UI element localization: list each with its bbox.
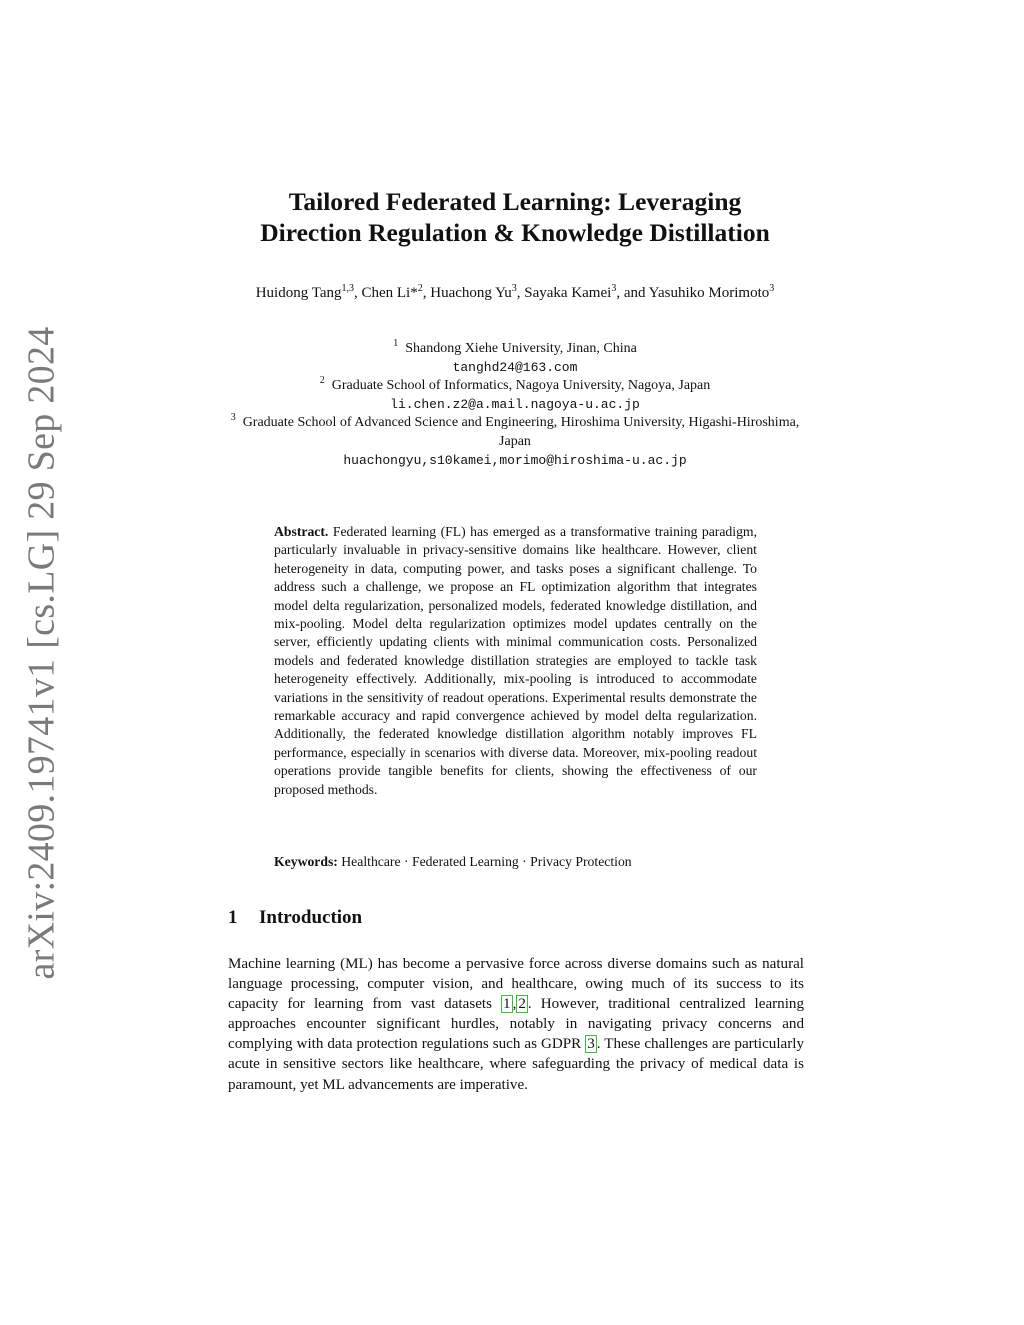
author-affiliation-mark: 2 (417, 283, 423, 294)
paper-title (200, 186, 830, 248)
citation-number: 3 (587, 1036, 595, 1053)
affiliation-1 (228, 340, 802, 359)
citation-link[interactable] (585, 1035, 597, 1053)
author-name: Chen Li* (361, 285, 418, 301)
author-name: Yasuhiko Morimoto (648, 285, 770, 301)
intro-text: . These challenges are particularly acute in sensitive sectors like healthcare, where safeguarding the privacy of medical data is paramount, yet ML advancements are imperative. (228, 1036, 805, 1093)
citation-link[interactable] (501, 995, 513, 1013)
author-affiliation-mark: 1,3 (341, 283, 354, 294)
affiliation-name: Shandong Xiehe University, Jinan, China (405, 341, 637, 356)
citation-separator: , (512, 996, 517, 1013)
author-separator: , and (616, 285, 649, 301)
affiliation-number: 2 (319, 375, 325, 387)
author-affiliation-mark: 3 (769, 283, 775, 294)
author-name: Sayaka Kamei (524, 285, 612, 301)
affiliation-email: tanghd24@163.com (452, 359, 578, 375)
paper-title-line-1: Tailored Federated Learning: Leveraging (288, 187, 742, 216)
author-affiliation-mark: 3 (511, 283, 517, 294)
author-separator: , (353, 285, 362, 301)
author-name: Huidong Tang (255, 285, 342, 301)
abstract-text: Federated learning (FL) has emerged as a transformative training paradigm, particularly invaluable in privacy-sensitive domains like healthcare. However, client heterogeneity in data, computing power, and tasks poses a significant challenge. To address such a challenge, we propose an FL optimization algorithm that integrates model delta regularization, personalized models, federated knowledge distillation, and mix-pooling. Model delta regularization optimizes model updates centrally on the server, efficiently updating clients with minimal communication costs. Personalized models and federated knowledge distillation strategies are employed to tackle task heterogeneity effectively. Additionally, mix-pooling is introduced to accommodate variations in the sensitivity of readout operations. Experimental results demonstrate the remarkable accuracy and rapid convergence achieved by model delta regularization. Additionally, the federated knowledge distillation algorithm notably improves FL performance, especially in scenarios with diverse data. Moreover, mix-pooling readout operations provide tangible benefits for clients, showing the effectiveness of our proposed methods. (274, 524, 757, 797)
author-name: Huachong Yu (430, 285, 512, 301)
arxiv-stamp-text: arXiv:2409.19741v1 [cs.LG] 29 Sep 2024 (21, 325, 64, 980)
keywords (274, 853, 757, 871)
affiliation-name: Graduate School of Advanced Science and Engineering, Hiroshima University, Higashi-Hiroshima, Japan (242, 415, 800, 449)
introduction-paragraph (228, 954, 804, 1095)
affiliation-name: Graduate School of Informatics, Nagoya University, Nagoya, Japan (331, 378, 711, 394)
affiliation-email: huachongyu,s10kamei,morimo@hiroshima-u.ac.jp (343, 452, 687, 468)
author-list (228, 284, 802, 303)
citation-number: 2 (518, 996, 526, 1013)
section-heading (228, 906, 802, 930)
affiliation-number: 1 (393, 338, 399, 349)
keywords-label: Keywords: (274, 854, 338, 869)
citation-number: 1 (503, 996, 511, 1013)
keywords-text: Healthcare · Federated Learning · Privacy Protection (341, 854, 632, 869)
abstract (274, 523, 757, 799)
abstract-label: Abstract. (274, 524, 329, 539)
section-number: 1 (228, 907, 238, 928)
intro-text: . However, traditional centralized learning approaches encounter significant hurdles, notably in navigating privacy concerns and complying with data protection regulations such as GDPR (228, 996, 804, 1053)
author-affiliation-mark: 3 (611, 283, 617, 294)
arxiv-identifier-stamp (12, 325, 72, 980)
paper-title-line-2: Direction Regulation & Knowledge Distillation (260, 218, 770, 247)
intro-text: Machine learning (ML) has become a pervasive force across diverse domains such as natural language processing, computer vision, and healthcare, owing much of its success to its capacity for learning from vast datasets (228, 956, 804, 1013)
section-title: Introduction (259, 907, 363, 928)
affiliation-email: li.chen.z2@a.mail.nagoya-u.ac.jp (390, 396, 640, 412)
affiliation-2 (228, 377, 802, 396)
affiliation-list (228, 340, 802, 470)
affiliation-number: 3 (230, 412, 236, 424)
author-separator: , (516, 285, 525, 301)
author-separator: , (422, 285, 431, 301)
affiliation-3 (228, 414, 802, 451)
citation-link[interactable] (516, 995, 528, 1013)
